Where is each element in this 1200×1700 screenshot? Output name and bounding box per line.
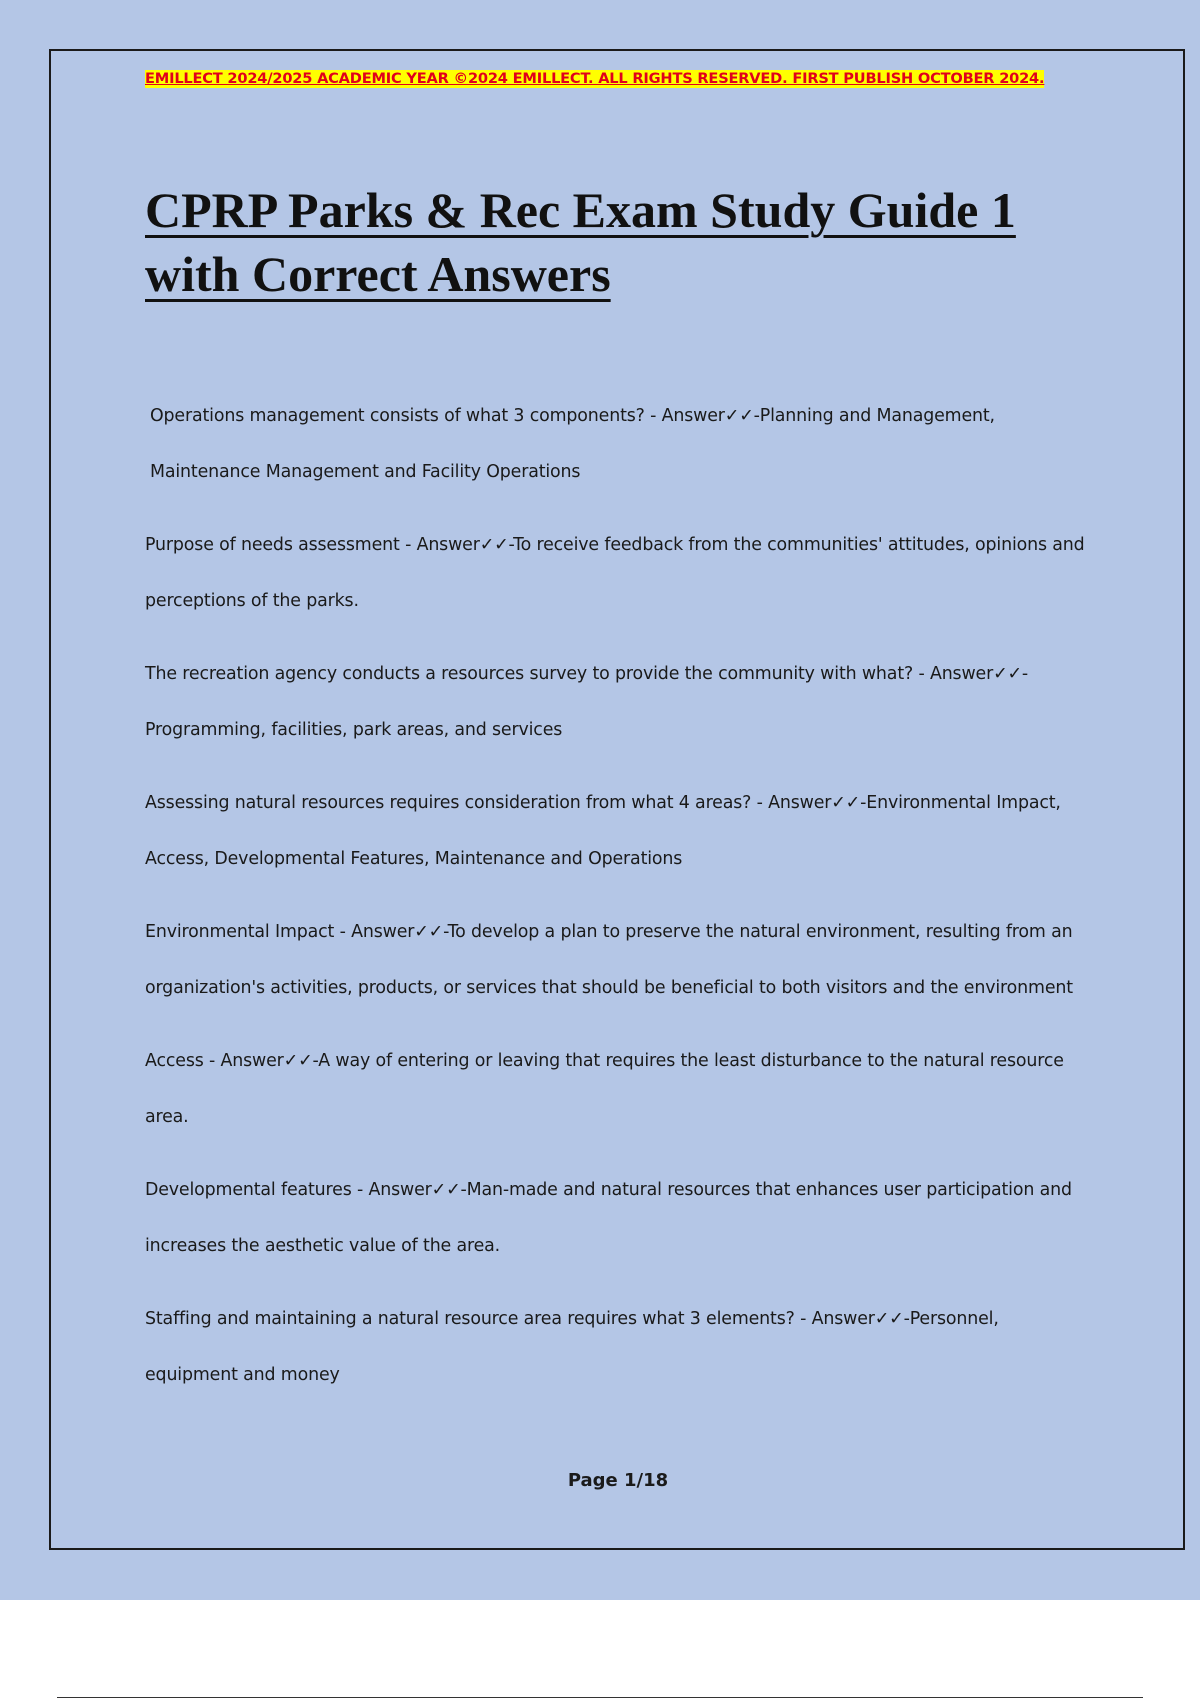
qa-item-5: Environmental Impact - Answer✓✓-To develop a plan to preserve the natural environment, resulting from an organization's activities, products, or services that should be beneficial to both visitors and the environment — [145, 922, 1073, 998]
qa-item-3: The recreation agency conducts a resources survey to provide the community with what? - Answer✓✓-Programming, facilities, park areas, and services — [145, 664, 1029, 740]
qa-item-7: Developmental features - Answer✓✓-Man-made and natural resources that enhances user participation and increases the aesthetic value of the area. — [145, 1180, 1072, 1256]
qa-item-8: Staffing and maintaining a natural resource area requires what 3 elements? - Answer✓✓-Personnel, equipment and money — [145, 1309, 999, 1385]
document-title: CPRP Parks & Rec Exam Study Guide 1 with Correct Answers — [145, 182, 1016, 302]
copyright-notice: EMILLECT 2024/2025 ACADEMIC YEAR ©2024 EMILLECT. ALL RIGHTS RESERVED. FIRST PUBLISH OCTOBER 2024. — [145, 70, 1045, 87]
page-number: Page 1/18 — [567, 1470, 669, 1491]
qa-item-4: Assessing natural resources requires consideration from what 4 areas? - Answer✓✓-Environmental Impact, Access, Developmental Features, Maintenance and Operations — [145, 793, 1061, 869]
qa-item-6: Access - Answer✓✓-A way of entering or leaving that requires the least disturbance to the natural resource area. — [145, 1051, 1064, 1127]
document-body — [145, 70, 1090, 1420]
divider — [57, 1697, 1143, 1698]
qa-item-1: Operations management consists of what 3 components? - Answer✓✓-Planning and Management, Maintenance Management and Facility Operations — [150, 406, 995, 482]
qa-list — [145, 388, 1090, 1403]
qa-item-2: Purpose of needs assessment - Answer✓✓-To receive feedback from the communities' attitudes, opinions and perceptions of the parks. — [145, 535, 1085, 611]
